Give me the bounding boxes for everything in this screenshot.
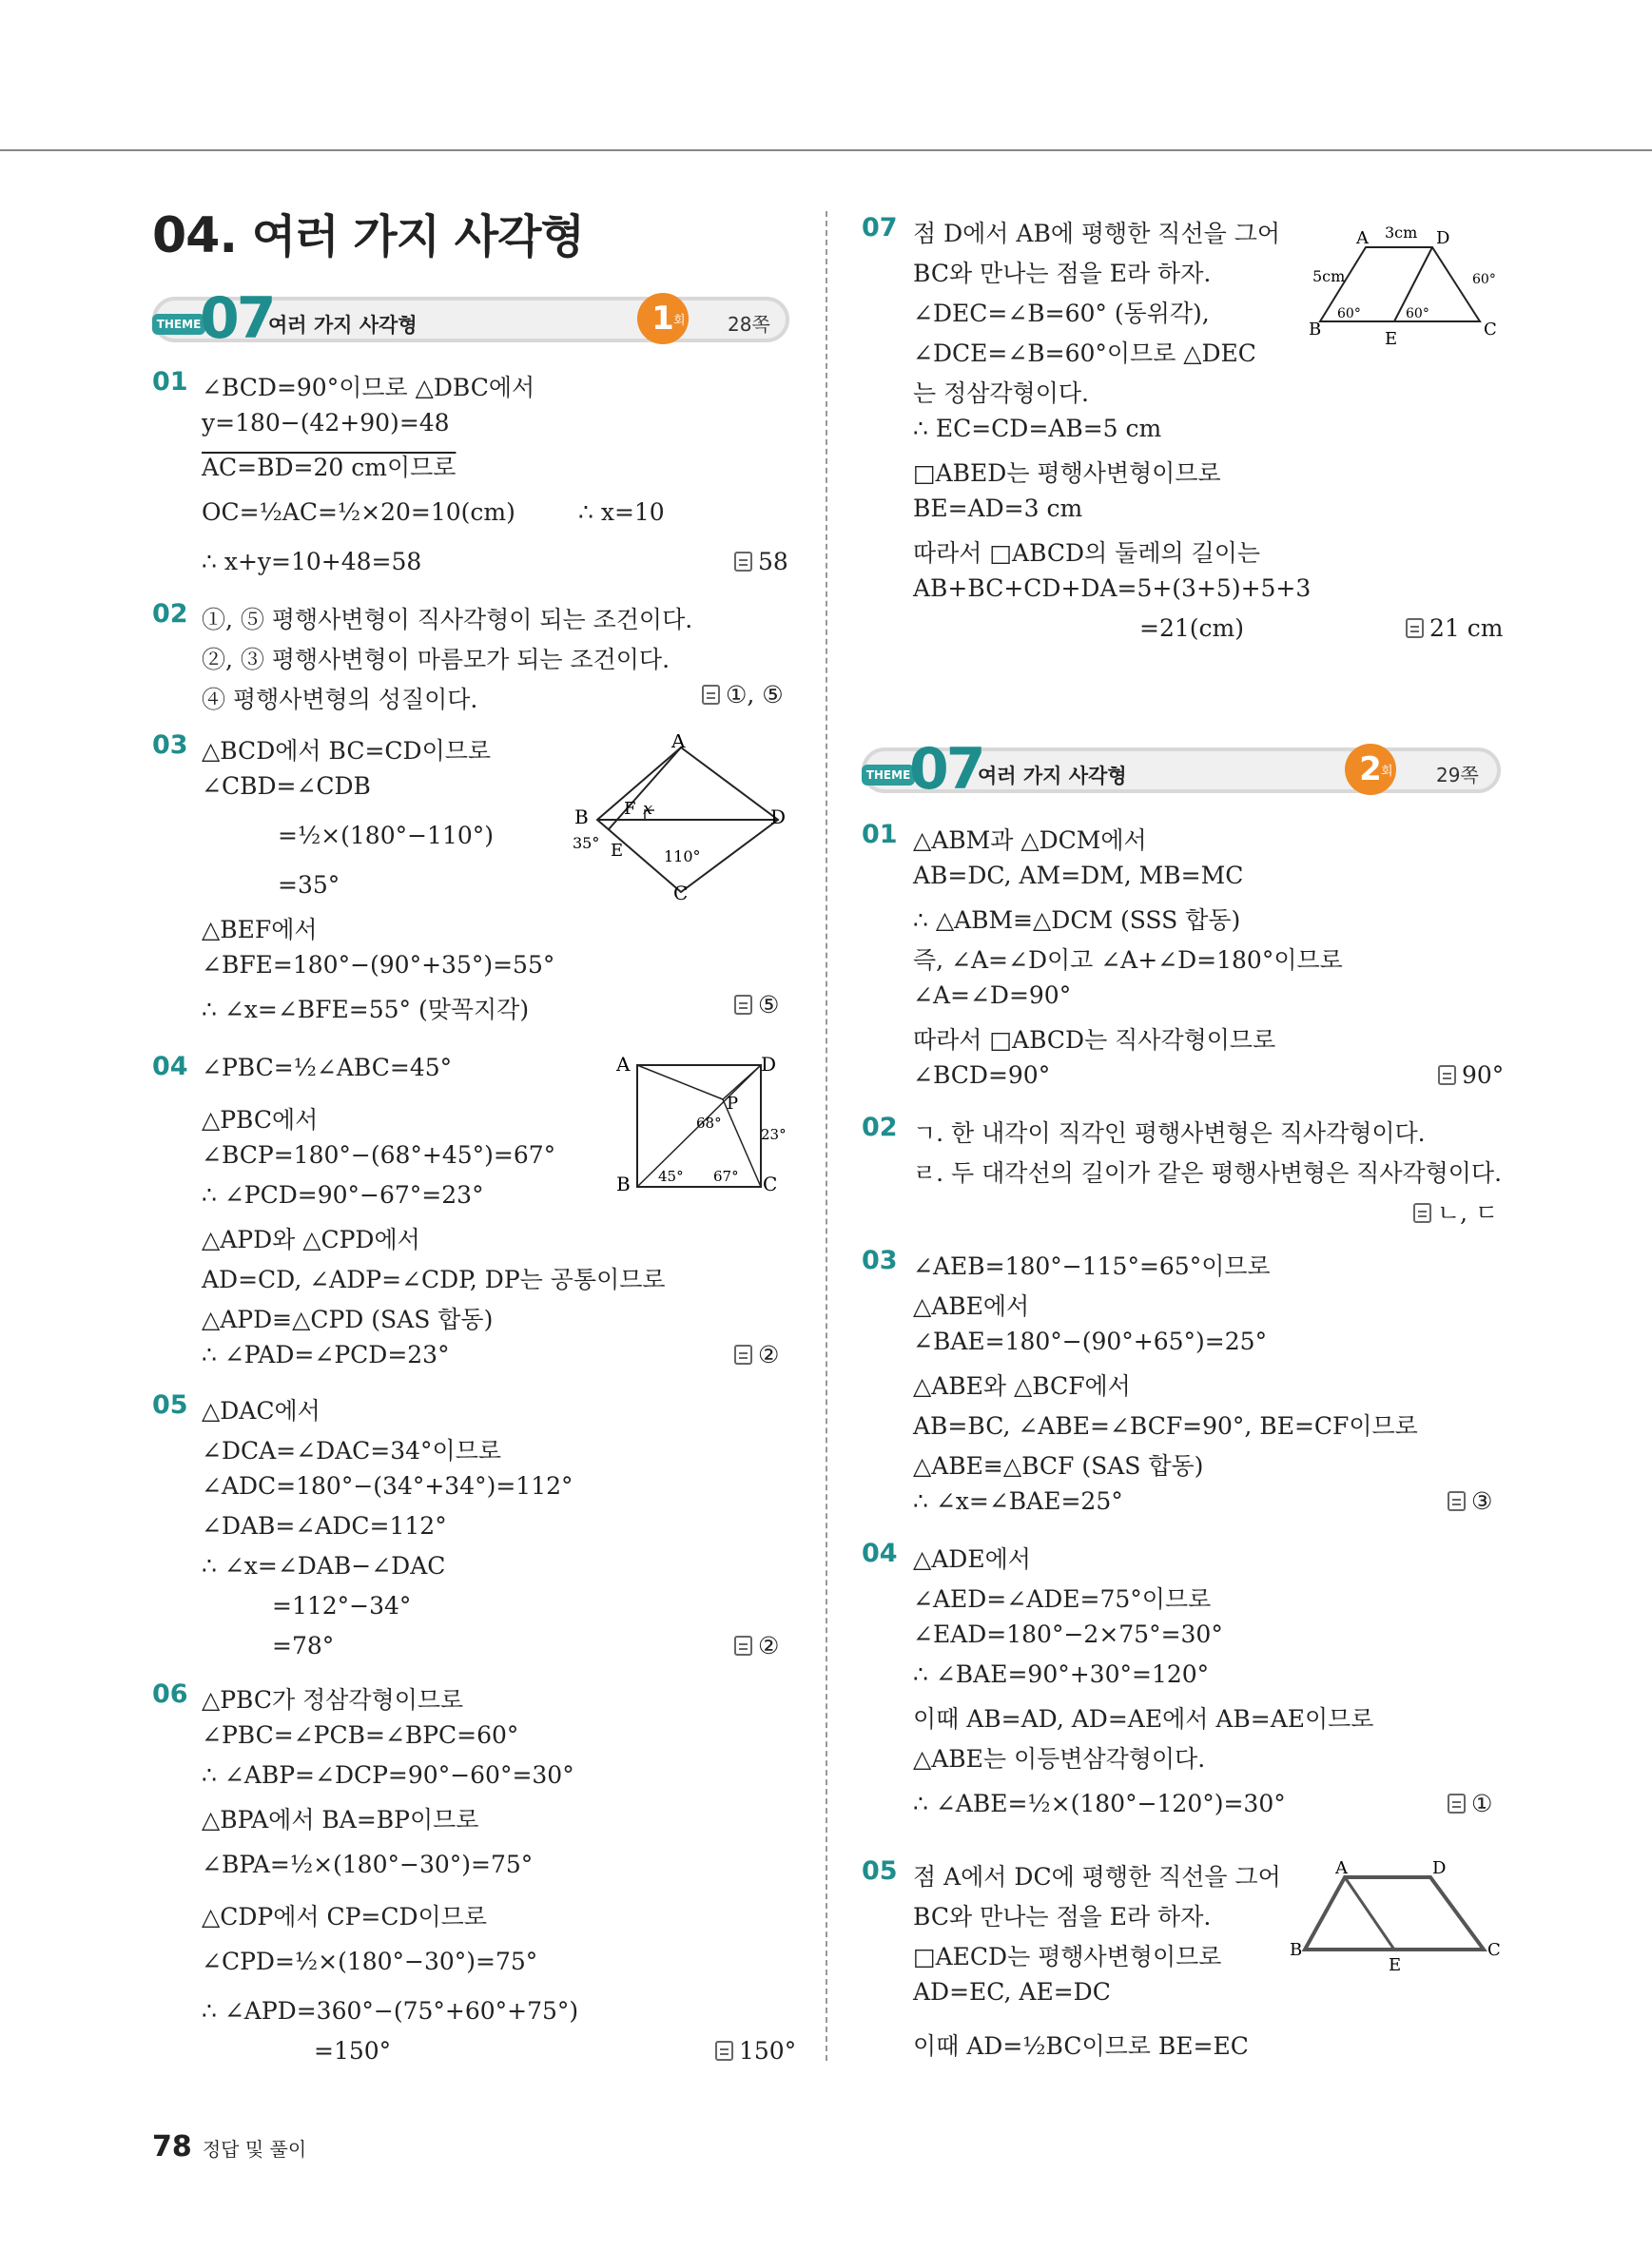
angle-label: 68° bbox=[696, 1115, 722, 1132]
angle-label: 110° bbox=[664, 847, 701, 865]
theme-number: 07 bbox=[200, 285, 274, 352]
solution-line: ∴ x+y=10+48=58 bbox=[202, 548, 422, 575]
solution-line: ∠PBC=∠PCB=∠BPC=60° bbox=[202, 1721, 519, 1749]
solution-line: ∠BPA=½×(180°−30°)=75° bbox=[202, 1851, 534, 1878]
vertex-label: A bbox=[616, 1053, 631, 1076]
answer-icon bbox=[734, 552, 752, 572]
solution-line: ∠BCD=90° bbox=[913, 1061, 1051, 1089]
solution-line: ∠BFE=180°−(90°+35°)=55° bbox=[202, 951, 555, 979]
vertex-label: B bbox=[1290, 1940, 1303, 1960]
problem-number: 01 bbox=[862, 820, 898, 849]
vertex-label: A bbox=[1335, 1858, 1348, 1878]
vertex-label: D bbox=[761, 1053, 777, 1076]
solution-line: BE=AD=3 cm bbox=[913, 495, 1083, 522]
theme-header-round1 bbox=[152, 285, 789, 352]
vertex-label: A bbox=[1356, 228, 1369, 248]
problem-number: 04 bbox=[862, 1539, 898, 1568]
solution-line: △DAC에서 bbox=[202, 1397, 321, 1425]
answer: 21 cm bbox=[1406, 614, 1503, 642]
solution-line: 점 A에서 DC에 평행한 직선을 그어 bbox=[913, 1863, 1281, 1891]
solution-line: ∠ADC=180°−(34°+34°)=112° bbox=[202, 1472, 573, 1500]
vertex-label: D bbox=[770, 805, 787, 828]
problem-number: 07 bbox=[862, 213, 898, 243]
solution-line: ∴ ∠x=∠BFE=55° (맞꼭지각) bbox=[202, 996, 530, 1023]
solution-line: □AECD는 평행사변형이므로 bbox=[913, 1943, 1222, 1970]
problem-number: 02 bbox=[152, 599, 188, 629]
solution-line: △BEF에서 bbox=[202, 916, 318, 943]
solution-line: ∠BCD=90°이므로 △DBC에서 bbox=[202, 374, 535, 401]
problem-number: 05 bbox=[152, 1390, 188, 1420]
solution-line: AC=BD=20 cm이므로 bbox=[202, 454, 457, 481]
theme-name: 여러 가지 사각형 bbox=[978, 765, 1127, 787]
answer: 58 bbox=[734, 548, 788, 575]
solution-line: ∴ ∠APD=360°−(75°+60°+75°) bbox=[202, 1997, 579, 2025]
answer-icon bbox=[1448, 1794, 1466, 1814]
vertex-label: B bbox=[574, 805, 589, 828]
theme-header-round2 bbox=[862, 736, 1501, 803]
round-suffix: 회 bbox=[673, 314, 686, 328]
solution-line: ∠PBC=½∠ABC=45° bbox=[202, 1054, 453, 1081]
answer-icon bbox=[1448, 1491, 1466, 1511]
solution-line: △ABM과 △DCM에서 bbox=[913, 826, 1147, 854]
solution-line: △APD≡△CPD (SAS 합동) bbox=[202, 1306, 494, 1333]
solution-line: ∴ x=10 bbox=[578, 498, 665, 526]
solution-line: 는 정삼각형이다. bbox=[913, 379, 1089, 407]
angle-label: 23° bbox=[761, 1126, 787, 1143]
angle-label: 60° bbox=[1472, 272, 1496, 287]
trapezoid-figure bbox=[1309, 217, 1508, 350]
solution-line: △ADE에서 bbox=[913, 1545, 1031, 1573]
problem-number: 03 bbox=[152, 730, 188, 760]
solution-line: BC와 만나는 점을 E라 하자. bbox=[913, 260, 1212, 287]
solution-line: ∠BAE=180°−(90°+65°)=25° bbox=[913, 1328, 1268, 1355]
rhombus-figure bbox=[567, 734, 795, 905]
solution-line: 즉, ∠A=∠D이고 ∠A+∠D=180°이므로 bbox=[913, 946, 1343, 974]
solution-line: ㄹ. 두 대각선의 길이가 같은 평행사변형은 직사각형이다. bbox=[913, 1159, 1503, 1187]
trapezoid-figure-2 bbox=[1290, 1854, 1508, 1978]
problem-number: 02 bbox=[862, 1113, 898, 1142]
solution-line: =78° bbox=[272, 1632, 335, 1659]
answer-icon bbox=[734, 1636, 752, 1656]
theme-name: 여러 가지 사각형 bbox=[268, 314, 418, 337]
vertex-label: C bbox=[673, 882, 689, 904]
answer-icon bbox=[1406, 618, 1424, 638]
solution-line: ①, ⑤ 평행사변형이 직사각형이 되는 조건이다. bbox=[202, 606, 693, 633]
angle-label: 67° bbox=[713, 1168, 739, 1185]
theme-tag: THEME bbox=[862, 765, 915, 786]
vertex-label: P bbox=[727, 1094, 739, 1114]
answer-icon bbox=[1438, 1065, 1456, 1085]
page-number: 78 bbox=[152, 2130, 192, 2164]
solution-line: △BCD에서 BC=CD이므로 bbox=[202, 737, 492, 765]
vertex-label: D bbox=[1436, 228, 1450, 248]
vertex-label: E bbox=[1385, 329, 1398, 349]
vertex-label: B bbox=[1309, 320, 1322, 340]
page-ref: 29쪽 bbox=[1436, 764, 1479, 786]
problem-number: 06 bbox=[152, 1679, 188, 1709]
solution-line: 따라서 □ABCD는 직사각형이므로 bbox=[913, 1026, 1276, 1054]
solution-line: 따라서 □ABCD의 둘레의 길이는 bbox=[913, 539, 1261, 567]
side-label: 3cm bbox=[1385, 223, 1418, 242]
solution-line: ∠AED=∠ADE=75°이므로 bbox=[913, 1585, 1212, 1613]
vertex-label: E bbox=[611, 841, 624, 861]
solution-line: ∴ ∠x=∠DAB−∠DAC bbox=[202, 1552, 446, 1580]
round-badge: 1 bbox=[637, 293, 689, 344]
solution-line: =21(cm) bbox=[1139, 614, 1244, 642]
answer: ㄴ, ㄷ bbox=[1413, 1194, 1498, 1229]
solution-line: y=180−(42+90)=48 bbox=[202, 409, 450, 437]
column-divider bbox=[826, 211, 827, 2061]
round-suffix: 회 bbox=[1381, 765, 1393, 779]
footer-label: 정답 및 풀이 bbox=[202, 2138, 307, 2161]
solution-line: 이때 AD=½BC이므로 BE=EC bbox=[913, 2032, 1249, 2060]
answer-icon bbox=[715, 2041, 733, 2061]
solution-line: AD=CD, ∠ADP=∠CDP, DP는 공통이므로 bbox=[202, 1266, 666, 1293]
solution-line: ∴ ∠ABP=∠DCP=90°−60°=30° bbox=[202, 1761, 574, 1789]
answer-icon bbox=[702, 685, 720, 705]
answer: 150° bbox=[715, 2037, 796, 2065]
solution-line: △ABE≡△BCF (SAS 합동) bbox=[913, 1452, 1204, 1480]
top-rule bbox=[0, 149, 1652, 151]
vertex-label: A bbox=[671, 734, 686, 752]
problem-number: 04 bbox=[152, 1052, 188, 1081]
solution-line: ②, ③ 평행사변형이 마름모가 되는 조건이다. bbox=[202, 646, 671, 673]
answer: ② bbox=[734, 1341, 779, 1368]
solution-line: ∴ ∠PCD=90°−67°=23° bbox=[202, 1181, 484, 1209]
solution-line: 점 D에서 AB에 평행한 직선을 그어 bbox=[913, 220, 1281, 247]
answer-icon bbox=[1413, 1203, 1431, 1223]
solution-line: AB=DC, AM=DM, MB=MC bbox=[913, 862, 1244, 889]
solution-line: =35° bbox=[278, 871, 340, 899]
answer: ⑤ bbox=[734, 991, 779, 1019]
vertex-label: F bbox=[624, 799, 636, 819]
solution-line: △PBC가 정삼각형이므로 bbox=[202, 1686, 464, 1714]
vertex-label: D bbox=[1432, 1858, 1447, 1878]
answer: ③ bbox=[1448, 1487, 1492, 1515]
side-label: 5cm bbox=[1312, 267, 1346, 285]
answer-icon bbox=[734, 1345, 752, 1365]
solution-line: ∴ ∠PAD=∠PCD=23° bbox=[202, 1341, 450, 1368]
round-badge: 2 bbox=[1345, 744, 1396, 795]
problem-number: 05 bbox=[862, 1856, 898, 1886]
angle-label: 60° bbox=[1337, 306, 1361, 321]
page-ref: 28쪽 bbox=[728, 313, 770, 336]
solution-line: ∠CPD=½×(180°−30°)=75° bbox=[202, 1948, 538, 1975]
solution-line: △APD와 △CPD에서 bbox=[202, 1226, 420, 1253]
answer: ① bbox=[1448, 1790, 1492, 1817]
answer: 90° bbox=[1438, 1061, 1504, 1089]
problem-number: 01 bbox=[152, 367, 188, 397]
solution-line: AB+BC+CD+DA=5+(3+5)+5+3 bbox=[913, 574, 1312, 602]
angle-label: 35° bbox=[573, 834, 600, 852]
vertex-label: B bbox=[616, 1173, 631, 1195]
solution-line: △PBC에서 bbox=[202, 1106, 319, 1134]
solution-line: =½×(180°−110°) bbox=[278, 822, 495, 849]
solution-line: △ABE에서 bbox=[913, 1292, 1030, 1320]
vertex-label: C bbox=[1484, 320, 1497, 340]
solution-line: ∠CBD=∠CDB bbox=[202, 772, 371, 800]
solution-line: 이때 AB=AD, AD=AE에서 AB=AE이므로 bbox=[913, 1705, 1374, 1733]
angle-label: 45° bbox=[658, 1168, 684, 1185]
vertex-label: E bbox=[1389, 1955, 1402, 1975]
chapter-name: 여러 가지 사각형 bbox=[251, 210, 584, 263]
solution-line: ∠DEC=∠B=60° (동위각), bbox=[913, 300, 1210, 327]
solution-line: ㄱ. 한 내각이 직각인 평행사변형은 직사각형이다. bbox=[913, 1119, 1426, 1147]
solution-line: ∠AEB=180°−115°=65°이므로 bbox=[913, 1252, 1271, 1280]
angle-label: 60° bbox=[1406, 306, 1429, 321]
solution-line: ∴ △ABM≡△DCM (SSS 합동) bbox=[913, 906, 1241, 934]
solution-line: AD=EC, AE=DC bbox=[913, 1978, 1111, 2006]
solution-line: =112°−34° bbox=[272, 1592, 412, 1620]
solution-line: ∴ ∠BAE=90°+30°=120° bbox=[913, 1660, 1210, 1688]
solution-line: △CDP에서 CP=CD이므로 bbox=[202, 1903, 487, 1931]
theme-tag: THEME bbox=[152, 314, 205, 335]
solution-line: ∠BCP=180°−(68°+45°)=67° bbox=[202, 1141, 556, 1169]
vertex-label: C bbox=[1487, 1940, 1501, 1960]
solution-line: ∠DCE=∠B=60°이므로 △DEC bbox=[913, 340, 1256, 367]
angle-label: x bbox=[643, 799, 653, 819]
solution-line: ④ 평행사변형의 성질이다. bbox=[202, 686, 478, 713]
solution-line: ∴ EC=CD=AB=5 cm bbox=[913, 415, 1162, 442]
answer-icon bbox=[734, 995, 752, 1015]
solution-line: =150° bbox=[314, 2037, 392, 2065]
solution-line: ∠DAB=∠ADC=112° bbox=[202, 1512, 447, 1540]
solution-line: △BPA에서 BA=BP이므로 bbox=[202, 1806, 479, 1834]
page-footer bbox=[152, 2130, 306, 2164]
solution-line: OC=½AC=½×20=10(cm) bbox=[202, 498, 515, 526]
solution-line: △ABE와 △BCF에서 bbox=[913, 1372, 1131, 1400]
solution-line: ∴ ∠ABE=½×(180°−120°)=30° bbox=[913, 1790, 1286, 1817]
answer: ①, ⑤ bbox=[702, 681, 784, 708]
vertex-label: C bbox=[763, 1173, 778, 1195]
chapter-number: 04. bbox=[152, 207, 238, 264]
solution-line: ∠A=∠D=90° bbox=[913, 981, 1072, 1009]
solution-line: ∴ ∠x=∠BAE=25° bbox=[913, 1487, 1123, 1515]
solution-line: AB=BC, ∠ABE=∠BCF=90°, BE=CF이므로 bbox=[913, 1412, 1418, 1440]
solution-line: BC와 만나는 점을 E라 하자. bbox=[913, 1903, 1212, 1931]
theme-number: 07 bbox=[909, 736, 983, 803]
problem-number: 03 bbox=[862, 1246, 898, 1275]
solution-line: □ABED는 평행사변형이므로 bbox=[913, 459, 1221, 487]
chapter-title bbox=[152, 200, 584, 265]
solution-line: ∠DCA=∠DAC=34°이므로 bbox=[202, 1437, 502, 1465]
answer: ② bbox=[734, 1632, 779, 1659]
solution-line: △ABE는 이등변삼각형이다. bbox=[913, 1745, 1206, 1773]
square-figure bbox=[609, 1050, 799, 1202]
solution-line: ∠EAD=180°−2×75°=30° bbox=[913, 1620, 1223, 1648]
